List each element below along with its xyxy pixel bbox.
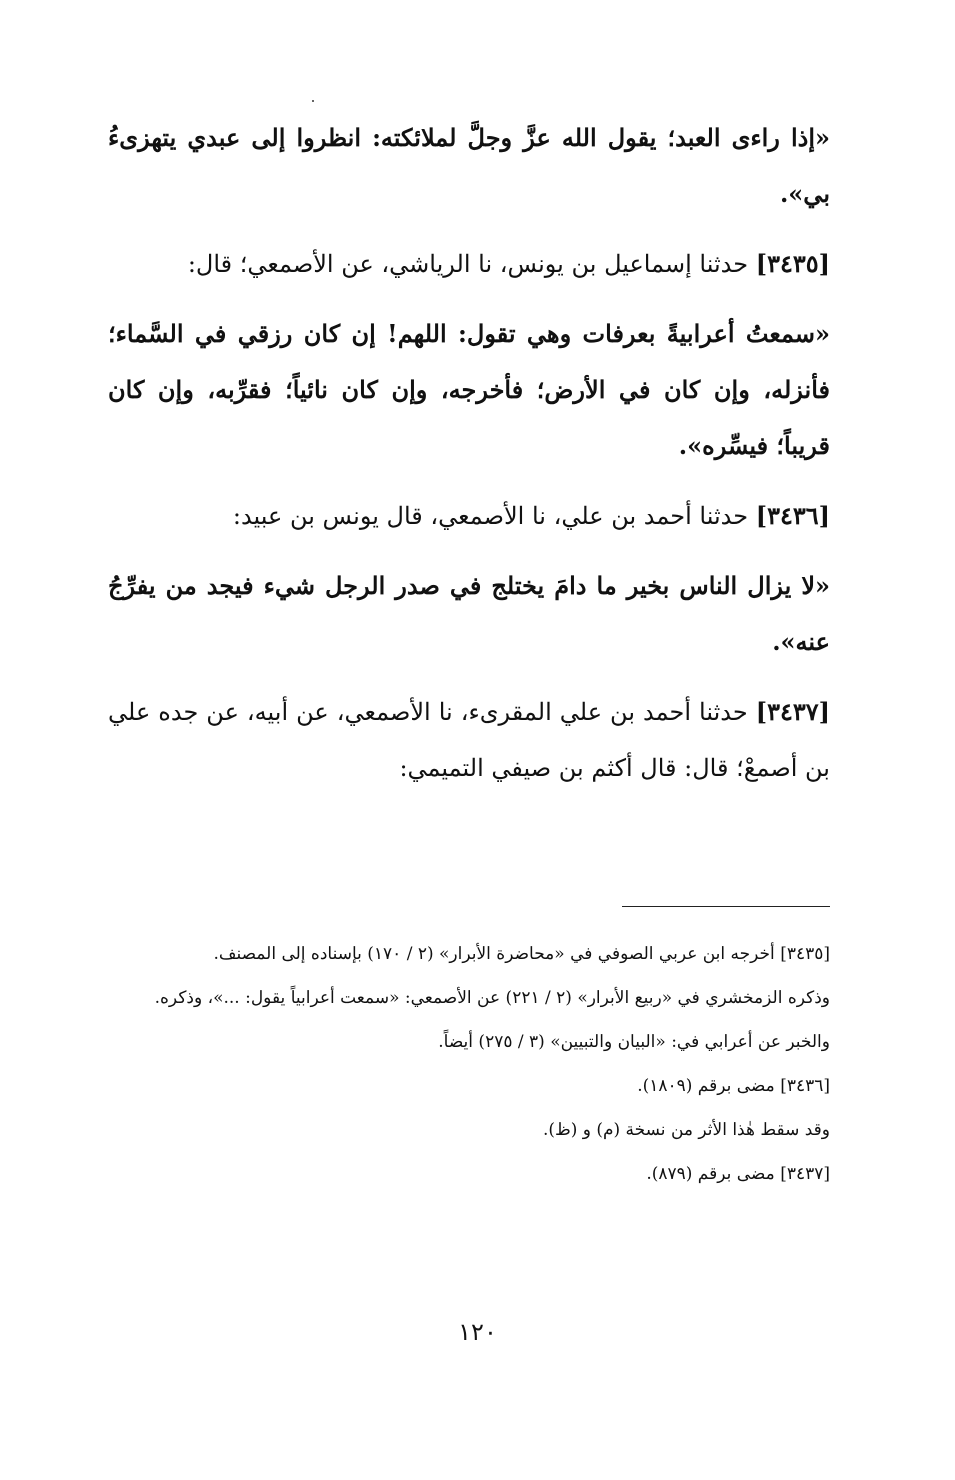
entry-3435 (108, 236, 830, 292)
footnote-3436-b: وقد سقط هٰذا الأثر من نسخة (م) و (ظ). (542, 1120, 830, 1140)
footnote-3437 (108, 1155, 830, 1193)
footnotes (108, 935, 830, 1199)
entry-3437 (108, 684, 830, 796)
footnote-text-3437: مضى برقم (٨٧٩). (646, 1164, 775, 1184)
entry-number-3435: [٣٤٣٥] (755, 249, 830, 278)
entry-text-3436: حدثنا أحمد بن علي، نا الأصمعي، قال يونس بن عبيد: (232, 502, 749, 530)
footnote-number-3435: [٣٤٣٥] (780, 944, 830, 964)
main-text (108, 110, 830, 810)
quote-paragraph-3: «لا يزال الناس بخير ما دامَ يختلج في صدر الرجل شيء فيجد من يفرِّجُ عنه». (108, 571, 830, 656)
footnote-number-3437: [٣٤٣٧] (780, 1164, 830, 1184)
footnote-number-3436: [٣٤٣٦] (780, 1076, 830, 1096)
entry-text-3435: حدثنا إسماعيل بن يونس، نا الرياشي، عن الأصمعي؛ قال: (187, 250, 749, 278)
footnote-text-3436: مضى برقم (١٨٠٩). (637, 1076, 775, 1096)
page-number: ١٢٠ (458, 1318, 497, 1346)
footnote-3436 (108, 1067, 830, 1105)
quote-paragraph-1: «إذا راءى العبد؛ يقول الله عزَّ وجلَّ لملائكته: انظروا إلى عبدي يتهزىءُ بي». (108, 123, 830, 208)
entry-number-3436: [٣٤٣٦] (755, 501, 830, 530)
entry-3436 (108, 488, 830, 544)
entry-text-3437: حدثنا أحمد بن علي المقرىء، نا الأصمعي، عن أبيه، عن جده علي بن أصمعْ؛ قال: قال أكثم بن صيفي التميمي: (108, 698, 830, 782)
entry-number-3437: [٣٤٣٧] (755, 697, 830, 726)
quote-paragraph-2: «سمعتُ أعرابيةً بعرفات وهي تقول: اللهم! إن كان رزقي في السَّماء؛ فأنزله، وإن كان في الأرض؛ فأخرجه، وإن كان نائياً؛ فقرِّبه، وإن كان قريباً؛ فيسِّره». (108, 319, 830, 460)
footnote-3435-a (108, 935, 830, 973)
scan-speck (312, 100, 314, 102)
footnote-3435-b: وذكره الزمخشري في «ربيع الأبرار» (٢ / ٢٢١) عن الأصمعي: «سمعت أعرابياً يقول: ...»، وذكره. (154, 988, 830, 1008)
footnote-text-3435-a: أخرجه ابن عربي الصوفي في «محاضرة الأبرار» (٢ / ١٧٠) بإسناده إلى المصنف. (213, 944, 775, 964)
footnote-separator (622, 906, 830, 907)
footnote-3435-c: والخبر عن أعرابي في: «البيان والتبيين» (٣ / ٢٧٥) أيضاً. (438, 1032, 830, 1052)
